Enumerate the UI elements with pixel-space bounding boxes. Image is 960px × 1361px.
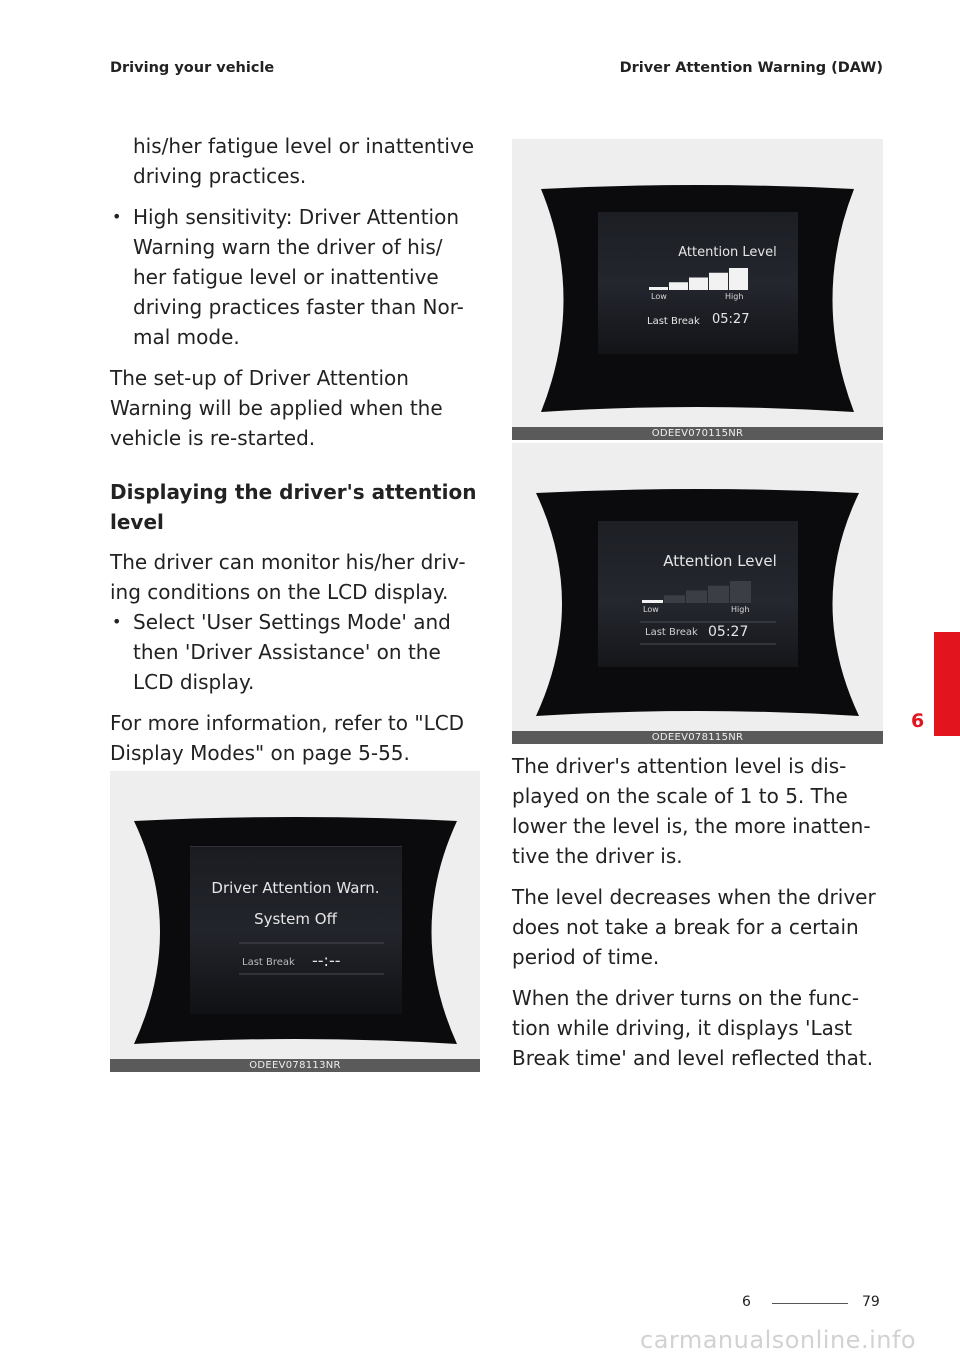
- bullet-select-settings: • Select 'User Settings Mode' and then 'Driver Assistance' on the LCD display.: [110, 607, 482, 697]
- level-segment-4: [708, 586, 729, 603]
- chapter-tab-number: 6: [911, 710, 925, 732]
- level-segment-3: [689, 278, 708, 291]
- watermark: carmanualsonline.info: [640, 1326, 917, 1354]
- level-segment-5: [729, 268, 748, 290]
- footer-chapter-number: 6: [742, 1294, 751, 1310]
- lcd-frame: [536, 184, 859, 414]
- lcd-frame: [134, 816, 457, 1046]
- section-heading: Displaying the driver's attention level: [110, 480, 477, 534]
- continued-paragraph: his/her fatigue level or inattentive driving practices.: [133, 134, 475, 188]
- last-break-label: Last Break: [645, 627, 698, 638]
- decrease-paragraph: The level decreases when the driver does not take a break for a certain period of time.: [512, 885, 876, 969]
- last-break-label: Last Break: [647, 316, 700, 327]
- level-segment-2: [664, 595, 685, 603]
- scale-high-label: High: [731, 605, 750, 614]
- last-break-label: Last Break: [242, 957, 295, 968]
- last-break-value: --:--: [312, 951, 341, 970]
- level-segment-2: [669, 282, 688, 290]
- footer-page-number: 79: [862, 1294, 880, 1310]
- figure-code: ODEEV070115NR: [512, 427, 883, 440]
- attention-level-bars: [642, 581, 754, 605]
- bullet-high-sensitivity: • High sensitivity: Driver Attention Warning warn the driver of his/ her fatigue level or inattentive driving practices faster than Nor- mal mode.: [110, 202, 482, 352]
- last-break-value: 05:27: [712, 312, 750, 327]
- scale-paragraph: The driver's attention level is dis- played on the scale of 1 to 5. The lower the level is, the more inatten- tive the driver is.: [512, 754, 871, 868]
- left-column: [110, 131, 482, 779]
- screen-title-line1: Driver Attention Warn.: [211, 879, 380, 897]
- select-list: [110, 607, 482, 697]
- lcd-screen: [134, 816, 457, 1046]
- figure-code: ODEEV078113NR: [110, 1059, 480, 1072]
- setup-paragraph: The set-up of Driver Attention Warning will be applied when the vehicle is re-started.: [110, 366, 443, 450]
- running-header-topic: Driver Attention Warning (DAW): [619, 60, 883, 76]
- running-header-section: Driving your vehicle: [110, 60, 275, 76]
- attention-level-bars: [649, 268, 749, 292]
- last-break-paragraph: When the driver turns on the func- tion while driving, it displays 'Last Break time' and level reflected that.: [512, 986, 874, 1070]
- sensitivity-list: [110, 202, 482, 352]
- lcd-screen: [536, 488, 859, 718]
- figure-system-off: [110, 771, 480, 1072]
- level-segment-1: [649, 287, 668, 290]
- scale-low-label: Low: [651, 292, 667, 301]
- attention-level-title: Attention Level: [663, 552, 777, 570]
- footer-divider: [772, 1303, 848, 1304]
- level-segment-3: [686, 591, 707, 604]
- chapter-tab: [934, 632, 960, 736]
- screen-title-line2: System Off: [254, 910, 337, 928]
- reference-paragraph: For more information, refer to "LCD Display Modes" on page 5-55.: [110, 711, 465, 765]
- last-break-value: 05:27: [708, 624, 749, 640]
- level-segment-5: [730, 581, 751, 603]
- level-segment-1: [642, 600, 663, 603]
- right-column: [512, 751, 884, 1084]
- figure-code: ODEEV078115NR: [512, 731, 883, 744]
- attention-level-title: Attention Level: [678, 245, 777, 260]
- level-segment-4: [709, 273, 728, 290]
- scale-low-label: Low: [643, 605, 659, 614]
- monitor-paragraph: The driver can monitor his/her driv- ing conditions on the LCD display.: [110, 550, 466, 604]
- scale-high-label: High: [725, 292, 744, 301]
- figure-attention-level-low: [512, 443, 883, 744]
- figure-attention-level-high: [512, 139, 883, 440]
- lcd-screen: [536, 184, 859, 414]
